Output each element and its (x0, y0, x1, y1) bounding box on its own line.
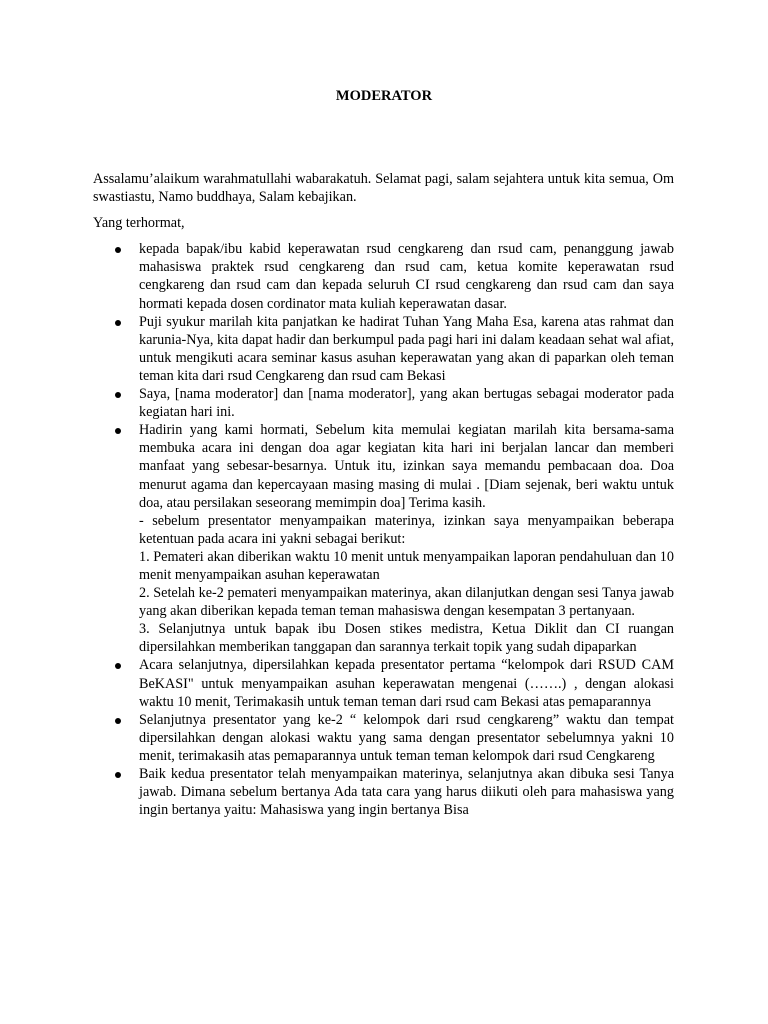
bullet-list (93, 240, 674, 819)
list-item (93, 313, 674, 385)
bullet-icon (115, 392, 121, 398)
list-item-text: Baik kedua presentator telah menyampaikan materinya, selanjutnya akan dibuka sesi Tanya jawab. Dimana sebelum bertanya Ada tata cara yang harus diikuti oleh para mahasiswa yang ingin bertanya yaitu: Mahasiswa yang ingin bertanya Bisa (139, 766, 674, 819)
list-item-text: kepada bapak/ibu kabid keperawatan rsud cengkareng dan rsud cam, penanggung jawab mahasiswa praktek rsud cengkareng dan rsud cam, ketua komite keperawatan rsud cengkareng dan rsud cam dan kepada seluruh CI rsud cengkareng dan rsud cam dan saya hormati kepada dosen cordinator mata kuliah keperawatan dasar. (139, 241, 674, 312)
list-item (93, 656, 674, 710)
list-item (93, 421, 674, 656)
list-item (93, 711, 674, 765)
list-item-text: Selanjutnya presentator yang ke-2 “ kelompok dari rsud cengkareng” waktu dan tempat dipersilahkan dengan alokasi waktu yang sama dengan presentator sebelumnya yakni 10 menit, terimakasih atas pemaparannya untuk teman teman kelompok dari rsud Cengkareng (139, 711, 674, 764)
rule-2: 2. Setelah ke-2 pemateri menyampaikan materinya, akan dilanjutkan dengan sesi Tanya jawab yang akan diberikan kepada teman teman mahasiswa dengan kesempatan 3 pertanyaan. (139, 585, 674, 620)
bullet-icon (115, 428, 121, 434)
list-item-text: Acara selanjutnya, dipersilahkan kepada presentator pertama “kelompok dari RSUD CAM BeKASI" untuk menyampaikan asuhan keperawatan mengenai (…….) , dengan alokasi waktu 10 menit, Terimakasih untuk teman teman dari rsud cam Bekasi atas pemaparannya (139, 657, 674, 710)
bullet-icon (115, 718, 121, 724)
rule-1: 1. Pemateri akan diberikan waktu 10 menit untuk menyampaikan laporan pendahuluan dan 10 menit menyampaikan asuhan keperawatan (139, 548, 674, 583)
document-title: MODERATOR (335, 88, 433, 104)
bullet-icon (115, 320, 121, 326)
rule-3: 3. Selanjutnya untuk bapak ibu Dosen stikes medistra, Ketua Diklit dan CI ruangan dipersilahkan memberikan tanggapan dan sarannya terkait topik yang sudah dipaparkan (139, 621, 674, 656)
bullet-icon (115, 247, 121, 253)
opening-greeting: Assalamu’alaikum warahmatullahi wabarakatuh. Selamat pagi, salam sejahtera untuk kita semua, Om swastiastu, Namo buddhaya, Salam kebajikan. (93, 171, 674, 206)
bullet-icon (115, 663, 121, 669)
rules-intro: - sebelum presentator menyampaikan materinya, izinkan saya menyampaikan beberapa ketentuan pada acara ini yakni sebagai berikut: (139, 512, 674, 547)
document-body (93, 170, 674, 819)
list-item-text: Saya, [nama moderator] dan [nama moderator], yang akan bertugas sebagai moderator pada kegiatan hari ini. (139, 386, 674, 421)
list-item (93, 240, 674, 312)
list-item (93, 765, 674, 819)
bullet-icon (115, 772, 121, 778)
list-item-text: Puji syukur marilah kita panjatkan ke hadirat Tuhan Yang Maha Esa, karena atas rahmat dan karunia-Nya, kita dapat hadir dan berkumpul pada pagi hari ini dalam keadaan sehat wal afiat, untuk mengikuti acara seminar kasus asuhan keperawatan yang akan di paparkan oleh teman teman kita dari rsud Cengkareng dan rsud cam Bekasi (139, 313, 674, 384)
salutation: Yang terhormat, (93, 215, 185, 232)
list-item (93, 385, 674, 421)
list-item-text: Hadirin yang kami hormati, Sebelum kita memulai kegiatan marilah kita bersama-sama membuka acara ini dengan doa agar kegiatan kita hari ini berjalan lancar dan memberi manfaat yang sebesar-besarnya. Untuk itu, izinkan saya memandu pembacaan doa. Doa menurut agama dan kepercayaan masing masing di mulai . [Diam sejenak, beri waktu untuk doa, atau persilakan seseorang memimpin doa] Terima kasih. (139, 422, 674, 511)
